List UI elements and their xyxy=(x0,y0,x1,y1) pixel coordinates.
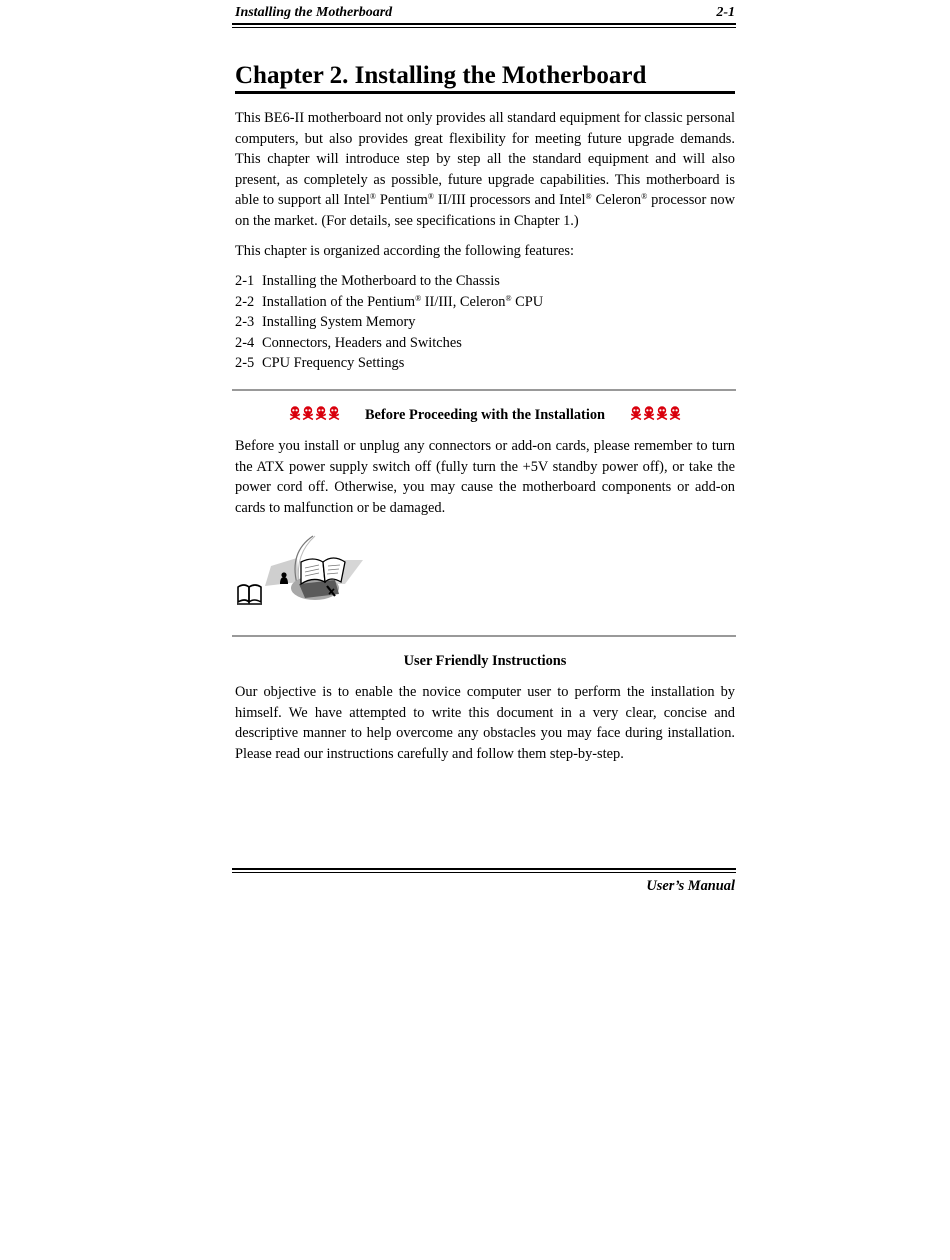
footer-manual-label: User’s Manual xyxy=(646,878,735,894)
open-book-illustration xyxy=(235,532,365,608)
warning-paragraph: Before you install or unplug any connectors or add-on cards, please remember to turn the ATX power supply switch off (fully turn the +5V standby power off), or take the power cord off. Otherwise, you may cause the motherboard components or add-on cards to malfunction or be damaged. xyxy=(235,438,735,516)
header-rule xyxy=(232,23,736,28)
intro-paragraph: This BE6-II motherboard not only provides all standard equipment for classic personal computers, but also provides great flexibility for meeting future upgrade demands. This chapter will introduce step by step all the standard equipment and will also present, as completely as possible, future upgrade capabilities. This motherboard is able to support all Intel® Pentium® II/III processors and Intel® Celeron® processor now on the market. (For details, see specifications in Chapter 1.) xyxy=(235,110,736,229)
list-item: 2-1 Installing the Motherboard to the Chassis xyxy=(235,273,500,289)
warning-heading-text: Before Proceeding with the Installation xyxy=(364,407,606,423)
footer-rule xyxy=(232,868,736,873)
skull-crossbones-icon xyxy=(328,406,340,421)
chapter-title: Chapter 2. Installing the Motherboard xyxy=(235,62,647,89)
feature-list xyxy=(235,271,735,374)
skull-crossbones-icon xyxy=(315,406,327,421)
header-page-number: 2-1 xyxy=(716,5,735,20)
list-item: 2-3 Installing System Memory xyxy=(235,314,416,330)
organization-sentence: This chapter is organized according the following features: xyxy=(235,243,574,259)
warning-heading xyxy=(235,405,735,425)
skull-crossbones-icon xyxy=(643,406,655,421)
running-header xyxy=(235,5,735,23)
warning-icons-left xyxy=(289,406,340,421)
skull-crossbones-icon xyxy=(630,406,642,421)
skull-crossbones-icon xyxy=(289,406,301,421)
list-item: 2-4 Connectors, Headers and Switches xyxy=(235,334,462,351)
section-divider xyxy=(232,389,736,391)
skull-crossbones-icon xyxy=(669,406,681,421)
friendly-heading: User Friendly Instructions xyxy=(403,653,567,669)
small-book-icon xyxy=(237,585,262,604)
skull-crossbones-icon xyxy=(302,406,314,421)
title-rule xyxy=(235,91,735,94)
friendly-paragraph: Our objective is to enable the novice computer user to perform the installation by himself. We have attempted to write this document in a very clear, concise and descriptive manner to help overcome any obstacles you may face during installation. Please read our instructions carefully and follow them step-by-step. xyxy=(235,684,735,762)
list-item: 2-2 Installation of the Pentium® II/III, Celeron® CPU xyxy=(235,293,544,310)
section-divider xyxy=(232,635,736,637)
header-chapter-name: Installing the Motherboard xyxy=(235,5,393,20)
list-item: 2-5 CPU Frequency Settings xyxy=(235,355,405,371)
warning-icons-right xyxy=(630,406,681,421)
skull-crossbones-icon xyxy=(656,406,668,421)
